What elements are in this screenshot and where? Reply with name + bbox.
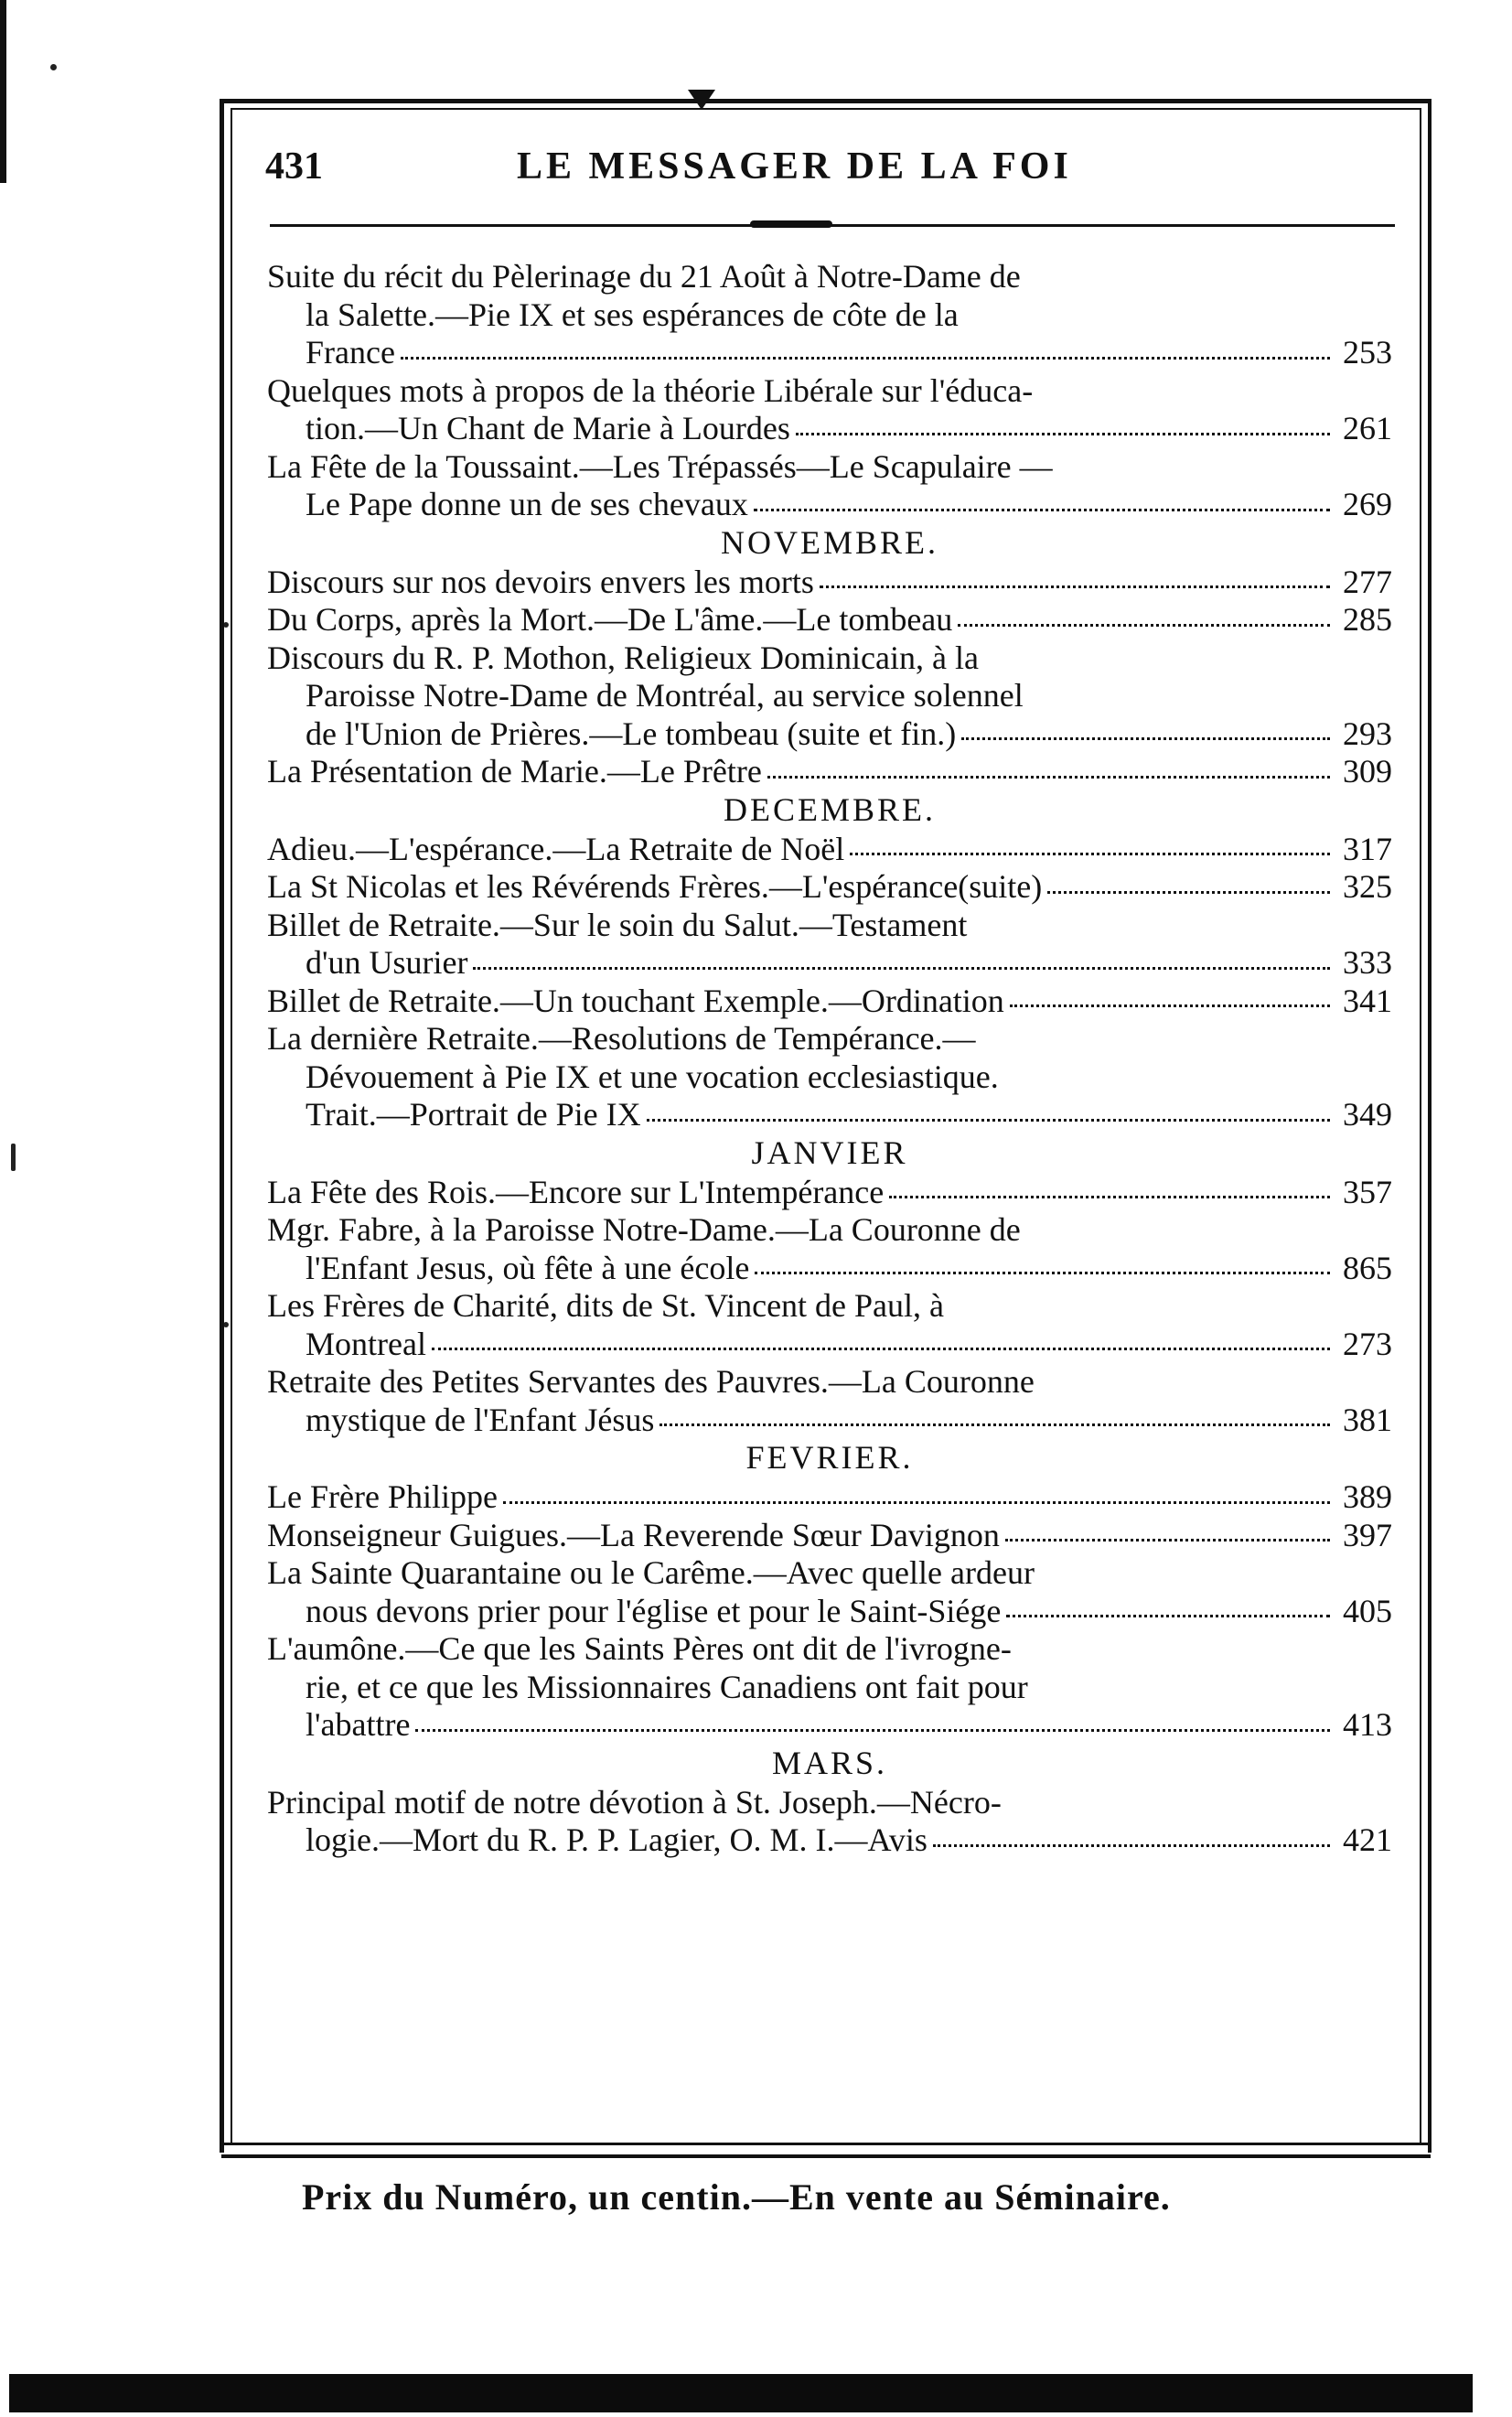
page-header <box>265 145 1409 199</box>
toc-page-number: 269 <box>1343 486 1392 522</box>
month-heading: FEVRIER. <box>745 1439 914 1476</box>
toc-entry <box>267 1517 1392 1555</box>
toc-entry-text: Discours du R. P. Mothon, Religieux Dominicain, à la <box>267 639 979 676</box>
dot-leader <box>503 1500 1330 1504</box>
toc-entry <box>267 868 1392 907</box>
toc-entry <box>267 448 1392 524</box>
toc-entry <box>267 258 1392 372</box>
toc-entry-text: Trait.—Portrait de Pie IX <box>306 1096 641 1133</box>
toc-entry <box>267 601 1392 639</box>
toc-entry-text: Paroisse Notre-Dame de Montréal, au service solennel <box>306 677 1024 714</box>
toc-entry <box>267 1174 1392 1212</box>
dot-leader <box>1010 1004 1330 1007</box>
toc-entry <box>267 1020 1392 1134</box>
toc-entry-text: Suite du récit du Pèlerinage du 21 Août à Notre-Dame de <box>267 258 1021 295</box>
dot-leader <box>889 1195 1330 1198</box>
toc-page-number: 325 <box>1343 868 1392 905</box>
toc-entry <box>267 1211 1392 1287</box>
toc-page-number: 381 <box>1343 1401 1392 1438</box>
toc-entry <box>267 639 1392 754</box>
toc-entry-text: Dévouement à Pie IX et une vocation ecclesiastique. <box>306 1058 999 1095</box>
scan-speck <box>50 64 57 70</box>
toc-entry <box>267 1478 1392 1517</box>
toc-entry <box>267 1784 1392 1860</box>
toc-page-number: 285 <box>1343 601 1392 638</box>
toc-entry-text: Les Frères de Charité, dits de St. Vincent de Paul, à <box>267 1287 945 1324</box>
dot-leader <box>820 585 1330 588</box>
header-rule <box>270 224 1395 227</box>
toc-page-number: 421 <box>1343 1821 1392 1858</box>
toc-entry-text: Quelques mots à propos de la théorie Libérale sur l'éduca- <box>267 371 1034 409</box>
toc-entry <box>267 831 1392 869</box>
header-rule-ornament <box>750 220 832 228</box>
toc-entry <box>267 907 1392 983</box>
toc-page-number: 341 <box>1343 982 1392 1019</box>
toc-page-number: 333 <box>1343 944 1392 981</box>
toc-page-number: 277 <box>1343 563 1392 600</box>
toc-entry <box>267 983 1392 1021</box>
month-heading: JANVIER <box>751 1133 908 1171</box>
month-heading: DECEMBRE. <box>723 790 936 828</box>
dot-leader <box>755 1271 1330 1274</box>
toc-entry-text: Le Frère Philippe <box>267 1478 498 1515</box>
dot-leader <box>1006 1614 1330 1617</box>
toc-entry-text: nous devons prier pour l'église et pour le Saint-Siége <box>306 1592 1002 1629</box>
toc-entry-text: La Fête des Rois.—Encore sur L'Intempérance <box>267 1173 885 1210</box>
toc-page-number: 397 <box>1343 1516 1392 1553</box>
toc-entry-text: Retraite des Petites Servantes des Pauvres.—La Couronne <box>267 1363 1035 1400</box>
toc-entry-text: La Présentation de Marie.—Le Prêtre <box>267 753 762 790</box>
toc-page-number: 865 <box>1343 1249 1392 1286</box>
running-title: LE MESSAGER DE LA FOI <box>517 145 1072 188</box>
toc-entry-text: Discours sur nos devoirs envers les morts <box>267 563 814 600</box>
toc-entry-text: Du Corps, après la Mort.—De L'âme.—Le tombeau <box>267 601 953 638</box>
toc-entry-text: La Sainte Quarantaine ou le Carême.—Avec quelle ardeur <box>267 1554 1035 1591</box>
toc-entry <box>267 1554 1392 1630</box>
toc-page-number: 389 <box>1343 1478 1392 1515</box>
toc-page-number: 309 <box>1343 753 1392 790</box>
toc-entry-text: Monseigneur Guigues.—La Reverende Sœur Davignon <box>267 1516 1000 1553</box>
bottom-rule <box>221 2143 1431 2145</box>
toc-entry-text: Adieu.—L'espérance.—La Retraite de Noël <box>267 830 845 867</box>
toc-entry-text: La St Nicolas et les Révérends Frères.—L'espérance(suite) <box>267 868 1043 905</box>
toc-entry-text: logie.—Mort du R. P. P. Lagier, O. M. I.—Avis <box>306 1821 928 1858</box>
toc-entry-text: de l'Union de Prières.—Le tombeau (suite et fin.) <box>306 714 957 752</box>
dot-leader <box>796 432 1330 435</box>
toc-entry-text: l'abattre <box>306 1706 411 1743</box>
toc-entry-text: d'un Usurier <box>306 944 468 981</box>
table-of-contents <box>267 258 1392 1860</box>
toc-page-number: 349 <box>1343 1096 1392 1133</box>
month-heading: NOVEMBRE. <box>720 523 938 561</box>
month-heading: MARS. <box>771 1744 888 1781</box>
toc-entry-text: tion.—Un Chant de Marie à Lourdes <box>306 410 790 446</box>
toc-entry-text: Billet de Retraite.—Un touchant Exemple.—Ordination <box>267 982 1004 1019</box>
toc-page-number: 253 <box>1343 334 1392 371</box>
toc-page-number: 357 <box>1343 1173 1392 1210</box>
toc-entry-text: France <box>306 334 395 371</box>
dot-leader <box>961 736 1330 740</box>
dot-leader <box>1005 1538 1330 1542</box>
frame-rule <box>1420 110 1421 2145</box>
toc-page-number: 413 <box>1343 1706 1392 1743</box>
toc-entry-text: rie, et ce que les Missionnaires Canadiens ont fait pour <box>306 1668 1028 1705</box>
dot-leader <box>401 356 1330 360</box>
toc-entry <box>267 1363 1392 1439</box>
toc-page-number: 293 <box>1343 714 1392 752</box>
frame-rule <box>231 110 232 2145</box>
toc-entry-text: Le Pape donne un de ses chevaux <box>306 486 748 522</box>
dot-leader <box>767 775 1330 779</box>
toc-entry <box>267 1287 1392 1363</box>
toc-entry-text: La dernière Retraite.—Resolutions de Tempérance.— <box>267 1020 976 1057</box>
toc-entry-text: mystique de l'Enfant Jésus <box>306 1401 655 1438</box>
dot-leader <box>1047 890 1330 894</box>
toc-entry-text: Montreal <box>306 1325 426 1362</box>
footer-price-line: Prix du Numéro, un centin.—En vente au Séminaire. <box>302 2176 1171 2218</box>
scan-bottom-band <box>9 2374 1473 2412</box>
toc-entry <box>267 1630 1392 1745</box>
toc-entry-text: Principal motif de notre dévotion à St. Joseph.—Nécro- <box>267 1783 1002 1821</box>
toc-page-number: 405 <box>1343 1592 1392 1629</box>
dot-leader <box>659 1423 1330 1426</box>
scan-edge-mark <box>0 0 6 183</box>
toc-entry <box>267 372 1392 448</box>
toc-entry-text: l'Enfant Jesus, où fête à une école <box>306 1249 750 1286</box>
toc-page-number: 273 <box>1343 1325 1392 1362</box>
toc-entry-text: La Fête de la Toussaint.—Les Trépassés—Le Scapulaire — <box>267 447 1053 485</box>
scan-speck <box>11 1144 16 1171</box>
page-number: 431 <box>265 145 323 188</box>
toc-entry-text: la Salette.—Pie IX et ses espérances de côte de la <box>306 295 959 333</box>
toc-page-number: 261 <box>1343 410 1392 446</box>
dot-leader <box>473 966 1330 970</box>
dot-leader <box>958 623 1330 627</box>
dot-leader <box>933 1843 1330 1847</box>
frame-rule <box>231 108 1421 110</box>
dot-leader <box>415 1728 1330 1732</box>
toc-entry-text: Billet de Retraite.—Sur le soin du Salut.—Testament <box>267 906 968 943</box>
toc-entry-text: Mgr. Fabre, à la Paroisse Notre-Dame.—La Couronne de <box>267 1211 1021 1248</box>
bottom-rule <box>221 2154 1431 2158</box>
toc-entry <box>267 753 1392 791</box>
dot-leader <box>432 1347 1330 1350</box>
toc-entry <box>267 564 1392 602</box>
dot-leader <box>647 1118 1330 1122</box>
toc-entry-text: L'aumône.—Ce que les Saints Pères ont dit de l'ivrogne- <box>267 1630 1012 1667</box>
toc-page-number: 317 <box>1343 830 1392 867</box>
dot-leader <box>850 852 1330 855</box>
dot-leader <box>754 508 1330 511</box>
